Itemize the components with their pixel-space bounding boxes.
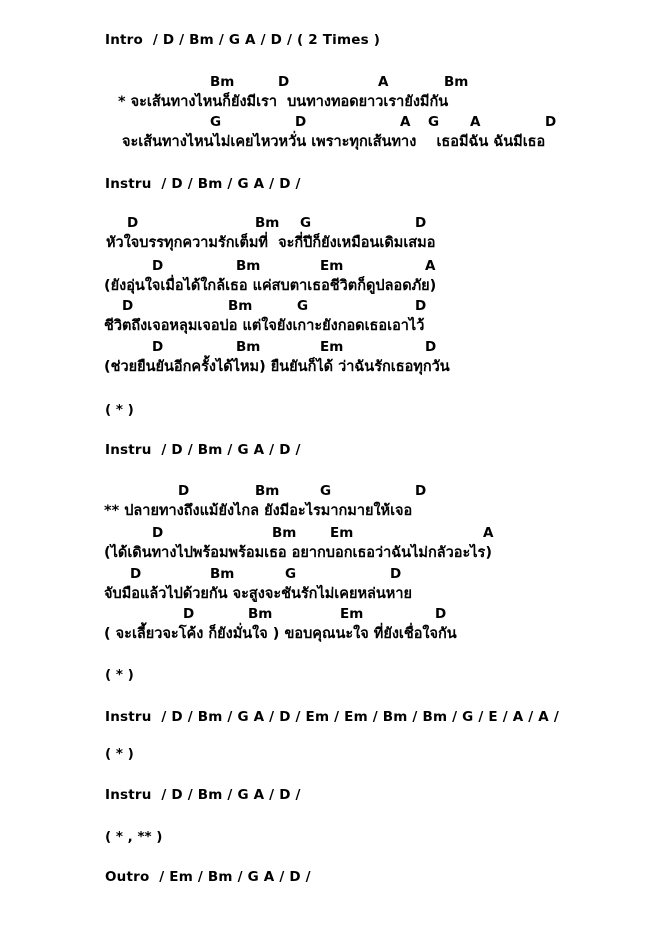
chord-label: G <box>300 215 312 231</box>
chord-label: G <box>210 114 222 130</box>
chord-label: Bm <box>228 298 253 314</box>
chord-label: D <box>152 339 164 355</box>
chord-label: Bm <box>444 74 469 90</box>
chord-row-verse1-2 <box>0 260 670 275</box>
repeat-marker: ( * ) <box>105 746 134 762</box>
chord-label: D <box>425 339 437 355</box>
chord-label: D <box>545 114 557 130</box>
chord-label: D <box>130 566 142 582</box>
chord-label: A <box>400 114 411 130</box>
repeat-marker: ( * ) <box>105 402 134 418</box>
chord-label: Bm <box>272 525 297 541</box>
chord-label: Em <box>320 258 344 274</box>
lyric-line: จับมือแล้วไปด้วยกัน จะสูงจะชันรักไม่เคยหล่นหาย <box>104 586 413 602</box>
chord-label: D <box>127 215 139 231</box>
section-outro: Outro / Em / Bm / G A / D / <box>105 869 311 885</box>
chord-row-chorus1-1 <box>0 76 670 91</box>
chord-label: D <box>122 298 134 314</box>
chord-label: D <box>390 566 402 582</box>
chord-label: Bm <box>210 566 235 582</box>
chord-label: Bm <box>236 339 261 355</box>
chord-row-verse2-3 <box>0 568 670 583</box>
chord-label: D <box>415 298 427 314</box>
chord-label: Bm <box>255 483 280 499</box>
chord-row-verse2-2 <box>0 527 670 542</box>
chord-label: D <box>435 606 447 622</box>
chord-label: G <box>297 298 309 314</box>
lyric-line: ชีวิตถึงเจอหลุมเจอบ่อ แต่ใจยังเกาะยังกอดเธอเอาไว้ <box>104 318 425 334</box>
section-intro: Intro / D / Bm / G A / D / ( 2 Times ) <box>105 32 381 48</box>
section-instru-2: Instru / D / Bm / G A / D / <box>105 442 301 458</box>
chord-label: D <box>178 483 190 499</box>
chord-label: D <box>415 215 427 231</box>
chord-row-verse1-4 <box>0 341 670 356</box>
chord-label: Bm <box>248 606 273 622</box>
chord-row-verse2-4 <box>0 608 670 623</box>
chord-label: G <box>428 114 440 130</box>
chord-label: D <box>183 606 195 622</box>
lyric-line: จะเส้นทางไหนไม่เคยไหวหวั่น เพราะทุกเส้นทาง เธอมีฉัน ฉันมีเธอ <box>122 134 546 150</box>
lyric-line: ( จะเลี้ยวจะโค้ง ก็ยังมั่นใจ ) ขอบคุณนะใจ ที่ยังเชื่อใจกัน <box>104 626 457 642</box>
repeat-marker: ( * ) <box>105 667 134 683</box>
chord-label: G <box>320 483 332 499</box>
chord-label: D <box>278 74 290 90</box>
chord-label: G <box>285 566 297 582</box>
section-instru-3: Instru / D / Bm / G A / D / Em / Em / Bm / Bm / G / E / A / A / <box>105 709 559 725</box>
lyric-line: ** ปลายทางถึงแม้ยังไกล ยังมีอะไรมากมายให้เจอ <box>104 503 413 519</box>
lyric-line: หัวใจบรรทุกความรักเต็มที่ จะกี่ปีก็ยังเหมือนเดิมเสมอ <box>106 235 436 251</box>
chord-label: Bm <box>210 74 235 90</box>
chord-label: D <box>152 258 164 274</box>
chord-label: A <box>470 114 481 130</box>
chord-label: Bm <box>236 258 261 274</box>
repeat-marker-double: ( * , ** ) <box>105 829 163 845</box>
chord-row-verse1-1 <box>0 217 670 232</box>
chord-row-verse1-3 <box>0 300 670 315</box>
chord-label: D <box>295 114 307 130</box>
chord-label: Bm <box>255 215 280 231</box>
lyric-line: * จะเส้นทางไหนก็ยังมีเรา บนทางทอดยาวเรายังมีกัน <box>118 94 449 110</box>
section-instru-1: Instru / D / Bm / G A / D / <box>105 176 301 192</box>
lyric-line: (ยังอุ่นใจเมื่อได้ใกล้เธอ แค่สบตาเธอชีวิตก็ดูปลอดภัย) <box>104 278 437 294</box>
lyric-line: (ช่วยยืนยันอีกครั้งได้ไหม) ยืนยันก็ได้ ว่าฉันรักเธอทุกวัน <box>104 359 450 375</box>
chord-label: D <box>415 483 427 499</box>
lyric-line: (ได้เดินทางไปพร้อมพร้อมเธอ อยากบอกเธอว่าฉันไม่กลัวอะไร) <box>104 545 492 561</box>
chord-label: Em <box>340 606 364 622</box>
section-instru-4: Instru / D / Bm / G A / D / <box>105 787 301 803</box>
chord-row-chorus1-2 <box>0 116 670 131</box>
chord-label: A <box>378 74 389 90</box>
chord-label: A <box>425 258 436 274</box>
chord-row-verse2-1 <box>0 485 670 500</box>
chord-label: Em <box>320 339 344 355</box>
chord-label: Em <box>330 525 354 541</box>
chord-label: A <box>483 525 494 541</box>
chord-label: D <box>152 525 164 541</box>
